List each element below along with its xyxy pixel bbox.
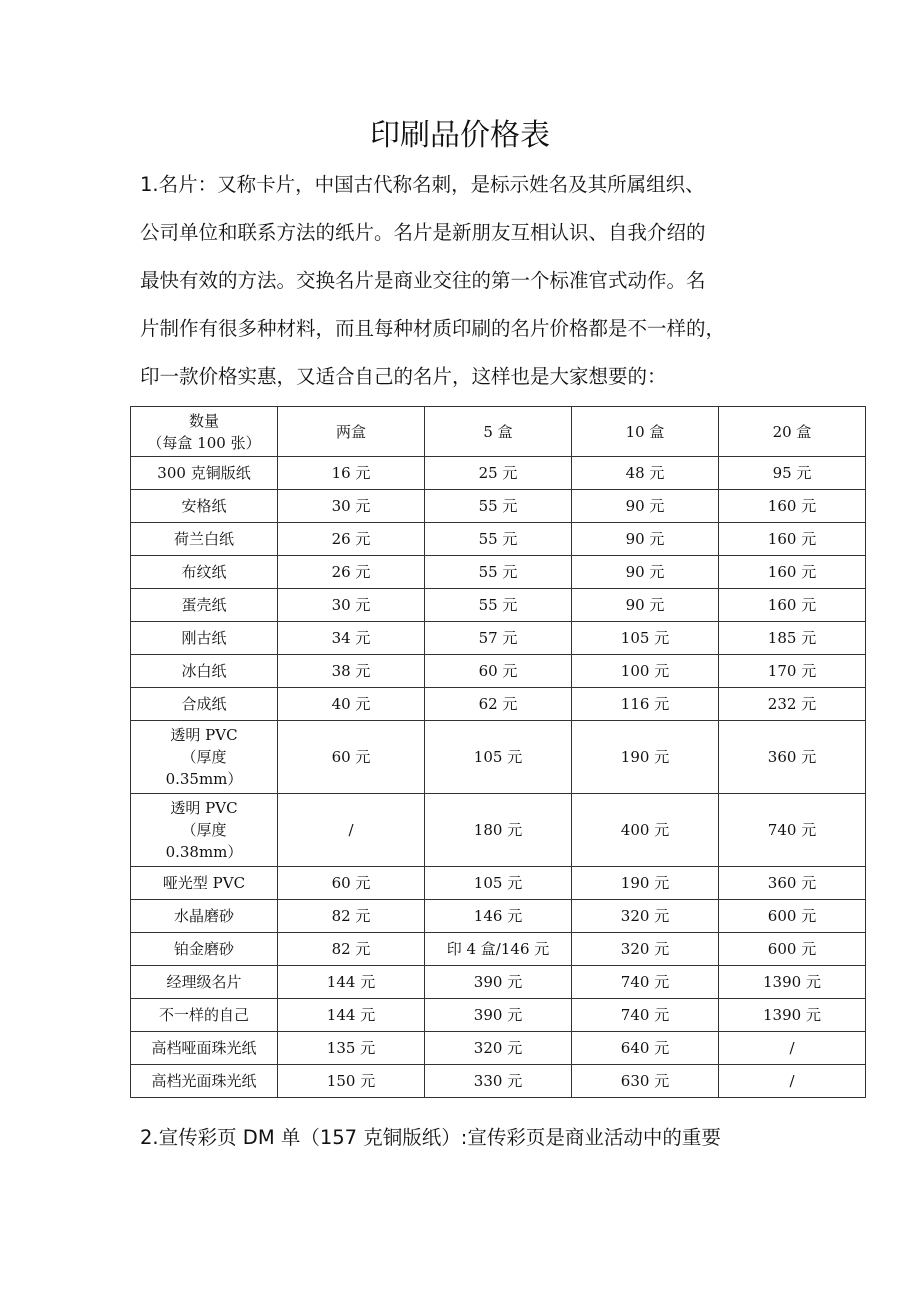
material-name-cell	[131, 490, 278, 523]
price-cell: 360 元	[719, 867, 866, 900]
price-cell: 30 元	[278, 589, 425, 622]
price-cell: 600 元	[719, 900, 866, 933]
price-cell: 190 元	[572, 721, 719, 794]
material-name-line: （厚度	[181, 748, 227, 766]
price-cell: 印 4 盒/146 元	[425, 933, 572, 966]
table-row	[131, 867, 866, 900]
price-cell: 330 元	[425, 1065, 572, 1098]
price-cell: 30 元	[278, 490, 425, 523]
price-cell: 16 元	[278, 457, 425, 490]
material-name-line: 哑光型 PVC	[162, 874, 246, 892]
price-cell: 160 元	[719, 490, 866, 523]
price-cell: 160 元	[719, 589, 866, 622]
price-cell: 232 元	[719, 688, 866, 721]
material-name-cell	[131, 867, 278, 900]
header-quantity-note: （每盒 100 张）	[147, 433, 261, 452]
price-cell: 82 元	[278, 900, 425, 933]
material-name-cell	[131, 523, 278, 556]
price-cell: 144 元	[278, 999, 425, 1032]
price-cell: 100 元	[572, 655, 719, 688]
material-name-cell	[131, 966, 278, 999]
material-name-line: 0.38mm）	[165, 843, 243, 861]
price-cell: 600 元	[719, 933, 866, 966]
table-row	[131, 622, 866, 655]
price-cell: /	[719, 1065, 866, 1098]
table-row	[131, 900, 866, 933]
material-name-cell	[131, 794, 278, 867]
price-cell: 640 元	[572, 1032, 719, 1065]
table-row	[131, 523, 866, 556]
material-name-cell	[131, 457, 278, 490]
price-cell: 390 元	[425, 966, 572, 999]
price-cell: 135 元	[278, 1032, 425, 1065]
material-name-line: 冰白纸	[181, 662, 227, 680]
price-table	[130, 406, 866, 1098]
material-name-cell	[131, 556, 278, 589]
table-row	[131, 655, 866, 688]
material-name-cell	[131, 900, 278, 933]
table-row	[131, 1065, 866, 1098]
price-cell: 740 元	[719, 794, 866, 867]
price-cell: 82 元	[278, 933, 425, 966]
price-cell: 160 元	[719, 556, 866, 589]
intro-line: 公司单位和联系方法的纸片。名片是新朋友互相认识、自我介绍的	[140, 221, 706, 244]
material-name-line: 刚古纸	[181, 629, 227, 647]
price-cell: /	[719, 1032, 866, 1065]
table-row	[131, 589, 866, 622]
price-cell: 400 元	[572, 794, 719, 867]
material-name-cell	[131, 933, 278, 966]
material-name-line: 透明 PVC	[170, 799, 238, 817]
material-name-line: （厚度	[181, 821, 227, 839]
price-cell: 90 元	[572, 523, 719, 556]
price-cell: 1390 元	[719, 966, 866, 999]
material-name-cell	[131, 999, 278, 1032]
price-cell: 360 元	[719, 721, 866, 794]
price-cell: 320 元	[572, 900, 719, 933]
price-cell: 90 元	[572, 490, 719, 523]
material-name-line: 蛋壳纸	[181, 596, 227, 614]
price-cell: 60 元	[278, 867, 425, 900]
price-cell: 60 元	[278, 721, 425, 794]
price-cell: 630 元	[572, 1065, 719, 1098]
intro-line: 最快有效的方法。交换名片是商业交往的第一个标准官式动作。名	[140, 269, 706, 292]
table-header-row	[131, 407, 866, 457]
material-name-line: 透明 PVC	[170, 726, 238, 744]
material-name-cell	[131, 589, 278, 622]
price-cell: 740 元	[572, 999, 719, 1032]
price-cell: 26 元	[278, 523, 425, 556]
material-name-cell	[131, 1065, 278, 1098]
header-cell: 10 盒	[572, 407, 719, 457]
intro-line: 片制作有很多种材料，而且每种材质印刷的名片价格都是不一样的，	[140, 317, 726, 340]
table-row	[131, 721, 866, 794]
material-name-line: 高档光面珠光纸	[151, 1072, 257, 1090]
material-name-cell	[131, 688, 278, 721]
price-cell: 150 元	[278, 1065, 425, 1098]
intro-line: 印一款价格实惠，又适合自己的名片，这样也是大家想要的：	[140, 365, 667, 388]
material-name-line: 经理级名片	[166, 973, 242, 991]
price-cell: 116 元	[572, 688, 719, 721]
table-row	[131, 966, 866, 999]
price-cell: 144 元	[278, 966, 425, 999]
material-name-line: 高档哑面珠光纸	[151, 1039, 257, 1057]
price-cell: 160 元	[719, 523, 866, 556]
page-title: 印刷品价格表	[370, 118, 550, 153]
price-cell: 48 元	[572, 457, 719, 490]
material-name-line: 不一样的自己	[158, 1006, 249, 1024]
price-cell: 1390 元	[719, 999, 866, 1032]
price-cell: 105 元	[425, 721, 572, 794]
table-row	[131, 1032, 866, 1065]
material-name-line: 水晶磨砂	[173, 907, 234, 925]
price-cell: 60 元	[425, 655, 572, 688]
price-cell: 90 元	[572, 556, 719, 589]
material-name-cell	[131, 1032, 278, 1065]
material-name-cell	[131, 721, 278, 794]
material-name-line: 布纹纸	[181, 563, 227, 581]
price-cell: 90 元	[572, 589, 719, 622]
table-row	[131, 794, 866, 867]
price-cell: 170 元	[719, 655, 866, 688]
price-cell: 105 元	[425, 867, 572, 900]
price-cell: 390 元	[425, 999, 572, 1032]
price-cell: 180 元	[425, 794, 572, 867]
header-cell: 5 盒	[425, 407, 572, 457]
price-cell: 55 元	[425, 556, 572, 589]
price-cell: 55 元	[425, 490, 572, 523]
price-cell: 57 元	[425, 622, 572, 655]
price-cell: 185 元	[719, 622, 866, 655]
price-cell: 740 元	[572, 966, 719, 999]
header-cell-quantity	[131, 407, 278, 457]
price-cell: 34 元	[278, 622, 425, 655]
price-cell: /	[278, 794, 425, 867]
header-cell: 20 盒	[719, 407, 866, 457]
price-cell: 62 元	[425, 688, 572, 721]
table-row	[131, 688, 866, 721]
table-row	[131, 933, 866, 966]
price-cell: 105 元	[572, 622, 719, 655]
price-cell: 190 元	[572, 867, 719, 900]
table-row	[131, 490, 866, 523]
material-name-line: 300 克铜版纸	[157, 464, 251, 482]
price-cell: 25 元	[425, 457, 572, 490]
price-cell: 320 元	[572, 933, 719, 966]
header-quantity-label: 数量	[188, 411, 219, 430]
material-name-cell	[131, 622, 278, 655]
price-cell: 95 元	[719, 457, 866, 490]
material-name-line: 铂金磨砂	[173, 940, 234, 958]
material-name-cell	[131, 655, 278, 688]
price-cell: 55 元	[425, 523, 572, 556]
price-cell: 146 元	[425, 900, 572, 933]
intro-line: 1.名片：又称卡片，中国古代称名刺，是标示姓名及其所属组织、	[140, 173, 705, 196]
table-row	[131, 556, 866, 589]
price-cell: 320 元	[425, 1032, 572, 1065]
price-cell: 26 元	[278, 556, 425, 589]
material-name-line: 安格纸	[181, 497, 227, 515]
section-2-intro: 2.宣传彩页 DM 单（157 克铜版纸）:宣传彩页是商业活动中的重要	[140, 1126, 721, 1149]
table-row	[131, 999, 866, 1032]
price-cell: 55 元	[425, 589, 572, 622]
material-name-line: 合成纸	[181, 695, 227, 713]
header-cell: 两盒	[278, 407, 425, 457]
price-cell: 40 元	[278, 688, 425, 721]
material-name-line: 0.35mm）	[165, 770, 243, 788]
material-name-line: 荷兰白纸	[173, 530, 234, 548]
table-row	[131, 457, 866, 490]
price-cell: 38 元	[278, 655, 425, 688]
